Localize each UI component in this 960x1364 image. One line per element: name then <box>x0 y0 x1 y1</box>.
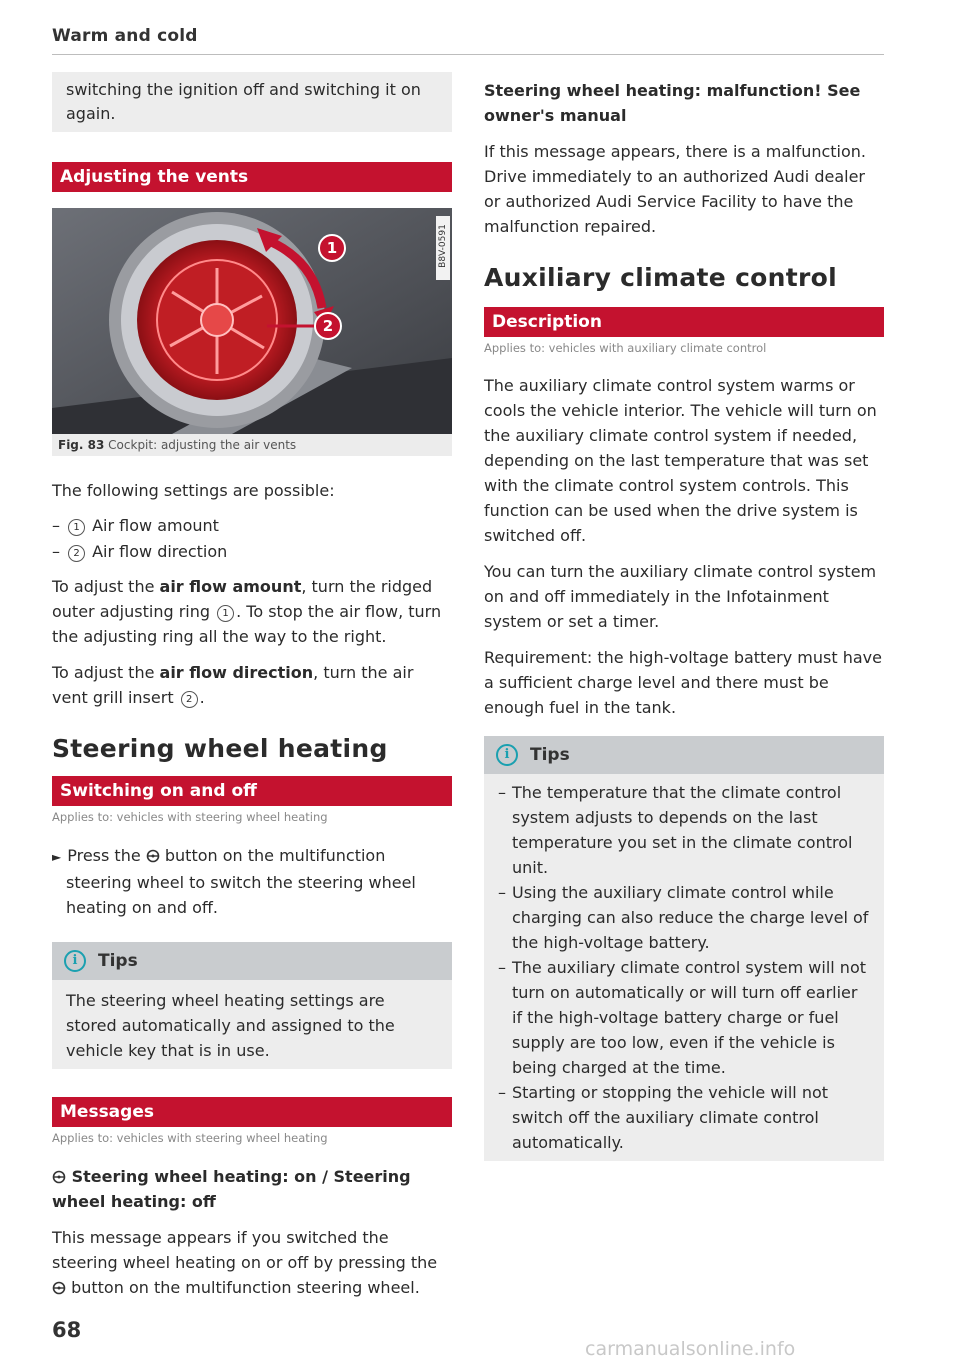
tip-item: – The temperature that the climate control system adjusts to depends on the last temperature you set in the climate control unit. <box>498 780 872 880</box>
page-number: 68 <box>52 1318 82 1342</box>
steering-wheel-heating-icon <box>52 1170 66 1184</box>
figure-caption-text: Cockpit: adjusting the air vents <box>108 438 297 452</box>
tips-label-2: Tips <box>530 745 570 765</box>
message-paragraph <box>52 1225 452 1300</box>
heading-steering-wheel-heating: Steering wheel heating <box>52 734 388 763</box>
applies-to-note: Applies to: vehicles with auxiliary climate control <box>484 341 767 355</box>
description-paragraph-3: Requirement: the high-voltage battery must have a sufficient charge level and there must be enough fuel in the tank. <box>484 648 882 717</box>
chapter-title: Warm and cold <box>52 26 198 46</box>
text-fragment: , turn the air vent grill insert <box>52 663 414 707</box>
tips-text-1: The steering wheel heating settings are stored automatically and assigned to the vehicle key that is in use. <box>66 991 395 1060</box>
bold-term: air flow amount <box>159 577 302 596</box>
bold-term: air flow direction <box>159 663 314 682</box>
figure-code <box>436 216 450 280</box>
watermark: carmanualsonline.info <box>585 1338 796 1360</box>
text-fragment: . <box>199 688 205 707</box>
text-fragment: , turn the ridged outer adjusting ring <box>52 577 433 621</box>
tips-body-2 <box>484 774 884 1161</box>
text-fragment: This message appears if you switched the steering wheel heating on or off by pressing the <box>52 1228 438 1272</box>
tips-body-1 <box>52 980 452 1069</box>
figure-caption <box>52 434 452 456</box>
tip-item: – Starting or stopping the vehicle will not switch off the auxiliary climate control automatically. <box>498 1080 872 1155</box>
info-icon: i <box>496 744 518 766</box>
message-title <box>52 1164 452 1214</box>
info-icon: i <box>64 950 86 972</box>
section-heading-description: Description <box>484 307 884 337</box>
air-vent-illustration <box>52 208 452 434</box>
continued-note-box <box>52 72 452 132</box>
setting-item-1 <box>52 513 452 538</box>
section-heading-vents: Adjusting the vents <box>52 162 452 192</box>
setting-text-2: Air flow direction <box>92 542 228 561</box>
arrow-bullet-icon: ► <box>52 850 62 864</box>
setting-text-1: Air flow amount <box>92 516 219 535</box>
text-fragment: To adjust the <box>52 663 160 682</box>
tip-item: – The auxiliary climate control system will not turn on automatically or will turn off earlier if the high-voltage battery charge or fuel supply are too low, even if the vehicle is being charged at the time. <box>498 955 872 1080</box>
text-fragment: Press the <box>67 846 146 865</box>
callout-2 <box>314 312 342 340</box>
steering-wheel-heating-icon <box>146 849 160 863</box>
figure-air-vents <box>52 208 452 434</box>
setting-item-2 <box>52 539 452 564</box>
setting-num-1: 1 <box>68 519 85 536</box>
callout-1-label: 1 <box>326 239 338 257</box>
tips-label-1: Tips <box>98 951 138 971</box>
tips-box-2 <box>484 736 884 1161</box>
air-flow-direction-paragraph <box>52 660 452 710</box>
tips-box-1 <box>52 942 452 1069</box>
tip-item: – Using the auxiliary climate control while charging can also reduce the charge level of the high-voltage battery. <box>498 880 872 955</box>
message-title-text: Steering wheel heating: on / Steering wheel heating: off <box>52 1167 411 1211</box>
heading-auxiliary-climate-control: Auxiliary climate control <box>484 263 837 292</box>
continued-note-text: switching the ignition off and switching it on again. <box>66 80 421 123</box>
settings-intro: The following settings are possible: <box>52 481 335 500</box>
left-column <box>52 72 452 1300</box>
settings-list <box>52 513 452 564</box>
tips-header-2 <box>484 736 884 774</box>
description-paragraph-1: The auxiliary climate control system warms or cools the vehicle interior. The vehicle will turn on the auxiliary climate control system if needed, depending on the last temperature that was set with the climate control system controls. This function can be used when the drive system is switched off. <box>484 376 877 545</box>
inline-callout-num: 2 <box>181 691 198 708</box>
callout-2-label: 2 <box>322 317 334 335</box>
inline-callout-num: 1 <box>217 605 234 622</box>
applies-to-note: Applies to: vehicles with steering wheel heating <box>52 1131 328 1145</box>
text-fragment: To adjust the <box>52 577 160 596</box>
tips-header-1 <box>52 942 452 980</box>
running-header <box>52 26 884 55</box>
text-fragment: button on the multifunction steering wheel. <box>66 1278 420 1297</box>
figure-number: Fig. 83 <box>58 438 105 452</box>
malfunction-paragraph: If this message appears, there is a malfunction. Drive immediately to an authorized Audi dealer or authorized Audi Service Facility to have the malfunction repaired. <box>484 142 867 236</box>
right-column <box>484 72 884 1161</box>
applies-to-note: Applies to: vehicles with steering wheel heating <box>52 810 328 824</box>
setting-num-2: 2 <box>68 545 85 562</box>
callout-1 <box>318 234 346 262</box>
text-fragment: button on the multifunction steering wheel to switch the steering wheel heating on and off. <box>66 846 416 917</box>
section-heading-switching: Switching on and off <box>52 776 452 806</box>
air-flow-amount-paragraph <box>52 574 452 649</box>
text-fragment: . To stop the air flow, turn the adjusting ring all the way to the right. <box>52 602 442 646</box>
figure-code-text: B8V-0591 <box>438 224 448 268</box>
section-heading-messages: Messages <box>52 1097 452 1127</box>
press-button-paragraph <box>52 843 452 920</box>
malfunction-title: Steering wheel heating: malfunction! See owner's manual <box>484 81 861 125</box>
steering-wheel-heating-icon <box>52 1281 66 1295</box>
description-paragraph-2: You can turn the auxiliary climate control system on and off immediately in the Infotainment system or set a timer. <box>484 562 877 631</box>
